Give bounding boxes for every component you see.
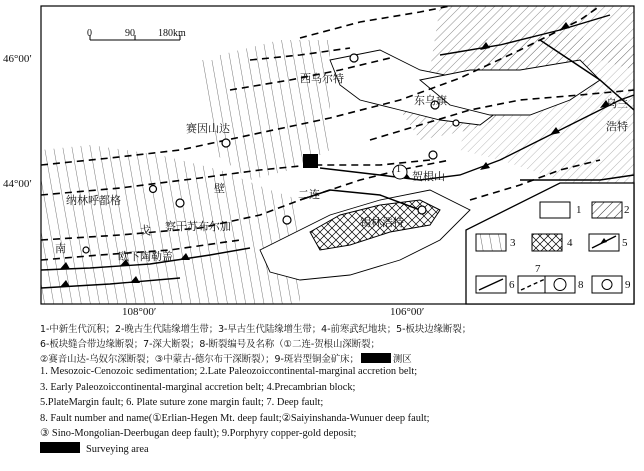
legend-num-2: 2 — [624, 204, 630, 216]
scale-label-180: 180km — [158, 28, 186, 39]
legend-cn-text: ②赛音山达-乌奴尔深断裂；③中蒙古-德尔布干深断裂）；9-斑岩型铜金矿床； — [40, 354, 359, 365]
place-oubulan: 欧下陶勒盖 — [118, 250, 173, 263]
legend-chinese — [40, 322, 640, 367]
legend-swatch-3 — [476, 234, 506, 251]
place-saiyinshanda: 赛因山达 — [186, 122, 230, 135]
legend-survey-label: Surveying area — [86, 443, 149, 455]
legend-cn-line: 1-中新生代沉积；2-晚古生代陆缘增生带；3-早古生代陆缘增生带；4-前寒武纪地块；5-板块边缘断裂； — [40, 324, 472, 335]
legend-num-7: 7 — [535, 263, 541, 275]
legend-swatch-7 — [518, 276, 548, 293]
legend-en-line: 5.PlateMargin fault; 6. Plate suture zone margin fault; 7. Deep fault; — [40, 397, 324, 408]
fault-number-1: 1 — [396, 164, 401, 175]
place-wulate2: 浩特 — [606, 120, 628, 133]
legend-num-8: 8 — [578, 279, 584, 291]
place-xiwuerte: 西乌尔特 — [300, 72, 344, 85]
place-jiming: 察干苏布尔加 — [165, 220, 231, 233]
legend-en-line: ③ Sino-Mongolian-Deerbugan deep fault); 9.Porphyry copper-gold deposit; — [40, 428, 357, 439]
lat-46: 46°00′ — [3, 53, 32, 65]
legend-num-5: 5 — [622, 237, 628, 249]
place-xilin: 锡林浩特 — [360, 216, 404, 229]
legend-swatch-1 — [540, 202, 570, 218]
legend-en-survey-line — [40, 442, 640, 458]
place-bi: 壁 — [214, 182, 225, 195]
place-dongwuqi: 东乌旗 — [414, 94, 447, 107]
legend-cn-survey: 测区 — [392, 354, 412, 365]
legend-swatch-4 — [532, 234, 562, 251]
place-erlian: 二连 — [298, 188, 320, 201]
legend-en-line: 1. Mesozoic-Cenozoic sedimentation; 2.Late Paleozoiccontinental-marginal accretion belt; — [40, 366, 418, 377]
place-ge: 戈 — [140, 224, 151, 237]
legend-en-line: 8. Fault number and name(①Erlian-Hegen Mt. deep fault;②Saiyinshanda-Wunuer deep fault; — [40, 412, 430, 424]
legend-cn-line: 6-板块缝合带边缘断裂；7-深大断裂；8-断裂编号及名称（①二连-贺根山深断裂； — [40, 339, 380, 350]
scale-label-0: 0 — [87, 28, 92, 39]
lon-108: 108°00′ — [122, 306, 157, 318]
legend-num-4: 4 — [567, 237, 573, 249]
place-naling: 纳林呼都格 — [66, 194, 121, 207]
legend-num-9: 9 — [625, 279, 631, 291]
scale-label-90: 90 — [125, 28, 135, 39]
place-nan: 南 — [55, 242, 66, 255]
legend-num-1: 1 — [576, 204, 582, 216]
survey-area-marker — [303, 154, 318, 168]
legend-en-line: 3. Early Paleozoiccontinental-marginal accretion belt; 4.Precambrian block; — [40, 381, 356, 393]
map-legend — [466, 183, 634, 304]
survey-area-swatch-inline — [361, 353, 391, 363]
lat-44: 44°00′ — [3, 178, 32, 190]
legend-num-6: 6 — [509, 279, 515, 291]
lon-106: 106°00′ — [390, 306, 425, 318]
place-helan: 贺根山 — [412, 170, 445, 183]
legend-swatch-2 — [592, 202, 622, 218]
legend-english — [40, 364, 640, 457]
legend-num-3: 3 — [510, 237, 516, 249]
survey-area-swatch — [40, 442, 80, 453]
place-wulate: 乌兰 — [606, 97, 628, 110]
